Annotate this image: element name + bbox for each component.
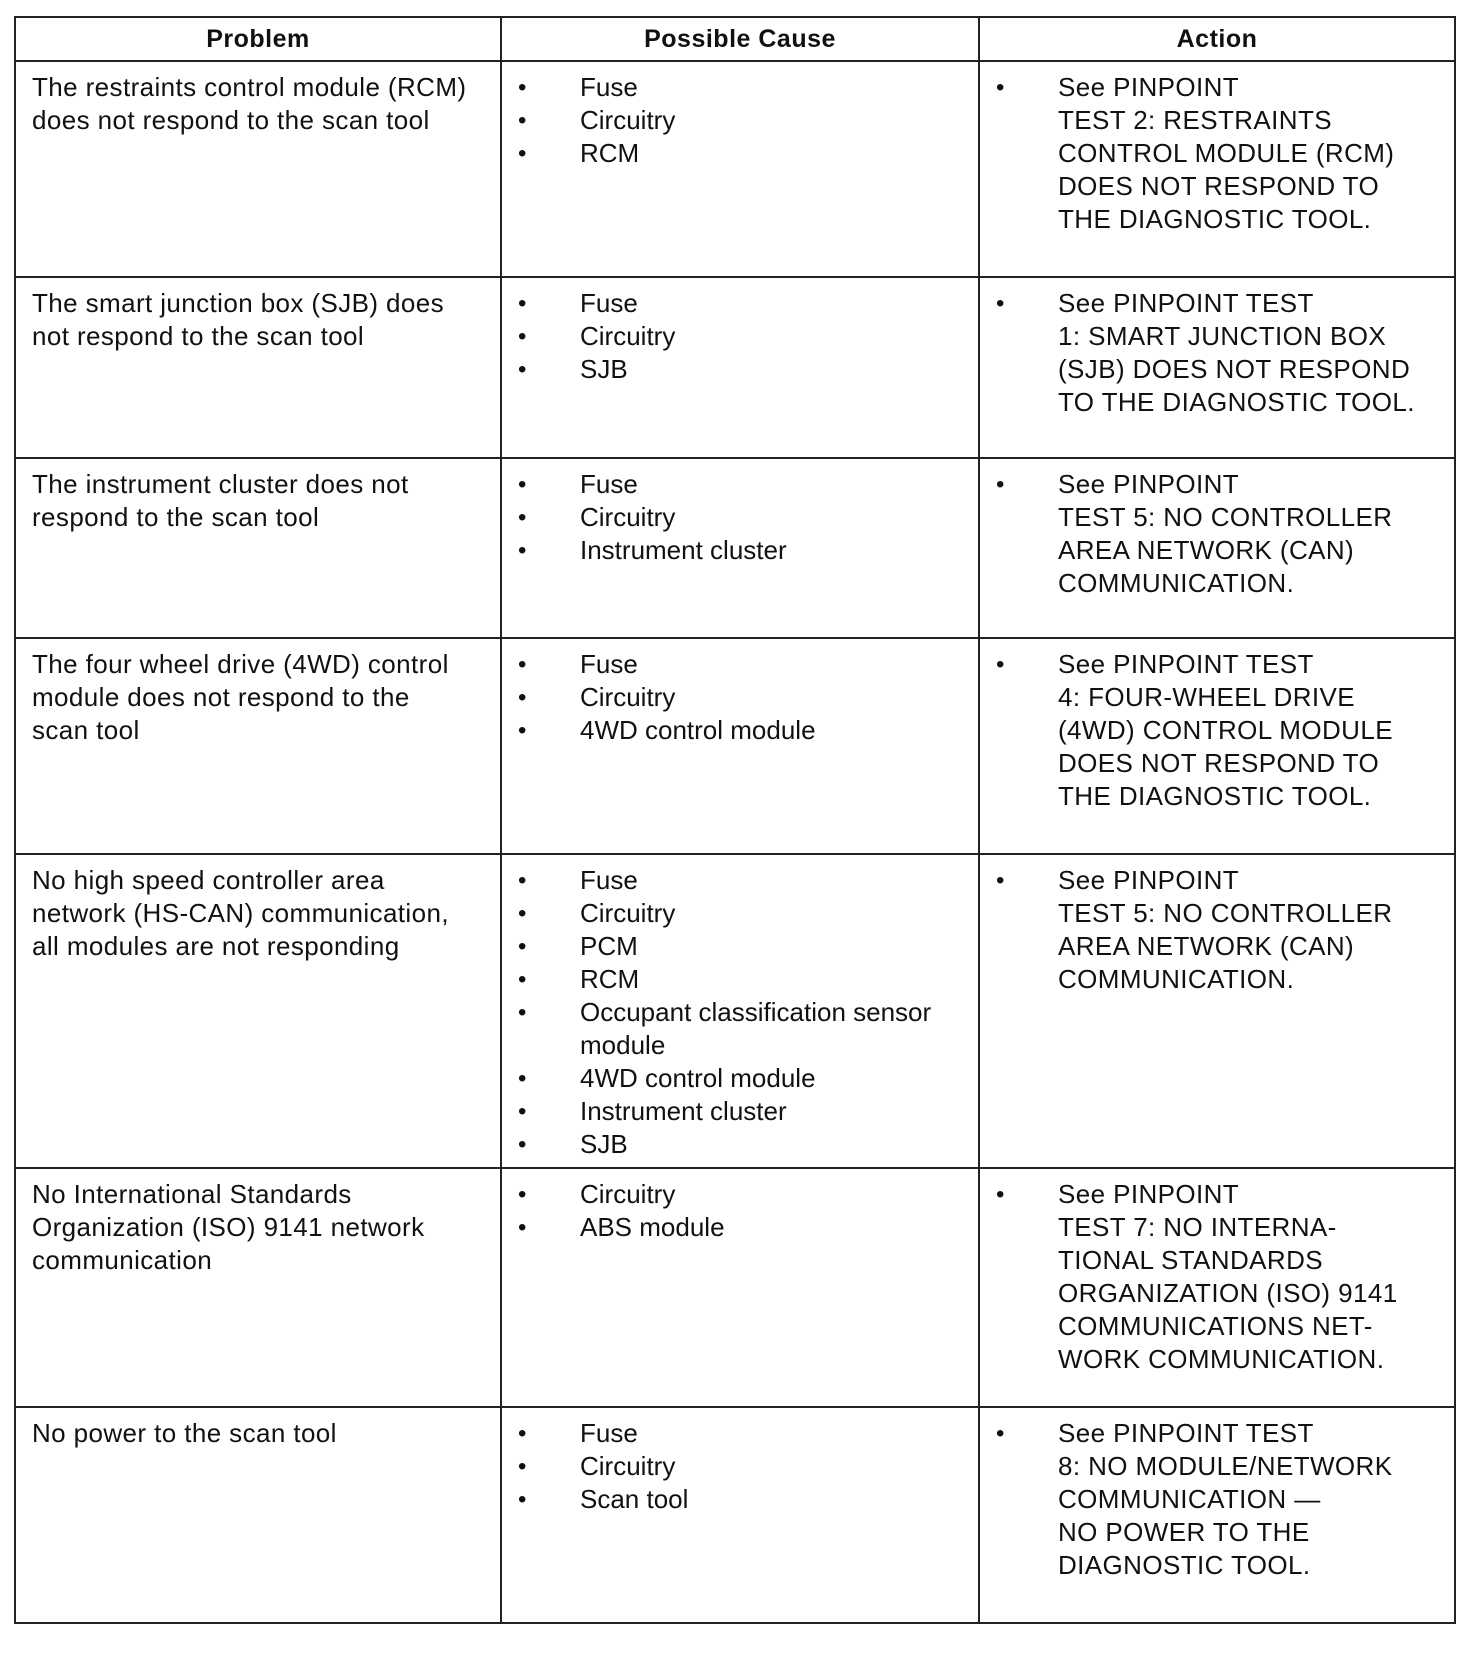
problem-column-header: Problem: [15, 17, 501, 61]
pinpoint-test-reference: [994, 1417, 1442, 1582]
cause-list-item: • Circuitry: [516, 501, 966, 534]
action-text-line: • See PINPOINT: [1058, 1179, 1240, 1209]
action-text-line: AREA NETWORK (CAN): [1058, 535, 1355, 565]
problem-text-line: module does not respond to the: [32, 682, 410, 712]
action-text-line: COMMUNICATIONS NET-: [1058, 1311, 1373, 1341]
action-text-line: WORK COMMUNICATION.: [1058, 1344, 1385, 1374]
cause-list-item: • RCM: [516, 963, 966, 996]
cause-list-item: • SJB: [516, 353, 966, 386]
action-cell: [979, 638, 1455, 854]
table-row: [15, 638, 1455, 854]
possible-cause-cell: [501, 458, 979, 638]
problem-cell: [15, 458, 501, 638]
table-row: [15, 458, 1455, 638]
cause-list-item: • Circuitry: [516, 320, 966, 353]
cause-list: [516, 648, 966, 747]
action-text-line: COMMUNICATION.: [1058, 964, 1295, 994]
possible-cause-cell: [501, 61, 979, 277]
action-text-line: NO POWER TO THE: [1058, 1517, 1310, 1547]
action-text-line: • See PINPOINT: [1058, 72, 1240, 102]
cause-list-item: • Scan tool: [516, 1483, 966, 1516]
action-column-header: Action: [979, 17, 1455, 61]
cause-list-item: • Circuitry: [516, 104, 966, 137]
action-text-line: TEST 7: NO INTERNA-: [1058, 1212, 1337, 1242]
possible-cause-cell: [501, 1407, 979, 1623]
table-row: [15, 61, 1455, 277]
problem-cell: [15, 854, 501, 1168]
cause-list-item: • 4WD control module: [516, 1062, 966, 1095]
cause-column-header: Possible Cause: [501, 17, 979, 61]
action-text-line: TEST 5: NO CONTROLLER: [1058, 502, 1393, 532]
table-row: [15, 277, 1455, 458]
problem-text-line: all modules are not responding: [32, 931, 400, 961]
cause-list-item: • Fuse: [516, 864, 966, 897]
possible-cause-cell: [501, 854, 979, 1168]
action-text-line: AREA NETWORK (CAN): [1058, 931, 1355, 961]
action-cell: [979, 277, 1455, 458]
action-text-line: ORGANIZATION (ISO) 9141: [1058, 1278, 1398, 1308]
diagnostic-table-page: [14, 16, 1456, 1624]
cause-list: [516, 1178, 966, 1244]
cause-list-item: • ABS module: [516, 1211, 966, 1244]
problem-text-line: network (HS-CAN) communication,: [32, 898, 449, 928]
problem-text-line: The smart junction box (SJB) does: [32, 288, 445, 318]
problem-text-line: No high speed controller area: [32, 865, 385, 895]
action-text-line: TEST 2: RESTRAINTS: [1058, 105, 1332, 135]
action-cell: [979, 854, 1455, 1168]
cause-list-item: • Fuse: [516, 287, 966, 320]
cause-list: [516, 1417, 966, 1516]
possible-cause-cell: [501, 1168, 979, 1407]
action-text-line: TO THE DIAGNOSTIC TOOL.: [1058, 387, 1415, 417]
cause-list-item: • Fuse: [516, 71, 966, 104]
pinpoint-test-reference: [994, 287, 1442, 419]
cause-list-item: • RCM: [516, 137, 966, 170]
table-row: [15, 854, 1455, 1168]
pinpoint-test-reference: [994, 1178, 1442, 1376]
cause-list: [516, 71, 966, 170]
problem-text-line: The restraints control module (RCM): [32, 72, 467, 102]
action-cell: [979, 1168, 1455, 1407]
action-text-line: THE DIAGNOSTIC TOOL.: [1058, 204, 1372, 234]
problem-text-line: communication: [32, 1245, 213, 1275]
pinpoint-test-reference: [994, 864, 1442, 996]
action-text-line: 8: NO MODULE/NETWORK: [1058, 1451, 1393, 1481]
problem-cell: [15, 1407, 501, 1623]
problem-text-line: not respond to the scan tool: [32, 321, 365, 351]
action-text-line: CONTROL MODULE (RCM): [1058, 138, 1395, 168]
action-text-line: 1: SMART JUNCTION BOX: [1058, 321, 1387, 351]
possible-cause-cell: [501, 277, 979, 458]
cause-list-item: • Circuitry: [516, 897, 966, 930]
cause-list-item: • Instrument cluster: [516, 1095, 966, 1128]
cause-list-item: • PCM: [516, 930, 966, 963]
action-text-line: TEST 5: NO CONTROLLER: [1058, 898, 1393, 928]
cause-list-item: • 4WD control module: [516, 714, 966, 747]
cause-list-item: • Fuse: [516, 468, 966, 501]
problem-text-line: The four wheel drive (4WD) control: [32, 649, 449, 679]
cause-list-item: • Fuse: [516, 648, 966, 681]
cause-list-item: • Circuitry: [516, 1178, 966, 1211]
cause-list-item: • Circuitry: [516, 1450, 966, 1483]
action-text-line: 4: FOUR-WHEEL DRIVE: [1058, 682, 1356, 712]
action-cell: [979, 61, 1455, 277]
action-text-line: • See PINPOINT TEST: [1058, 1418, 1314, 1448]
cause-list-item: • Instrument cluster: [516, 534, 966, 567]
problem-text-line: respond to the scan tool: [32, 502, 320, 532]
symptom-chart-table: [14, 16, 1456, 1624]
problem-text-line: Organization (ISO) 9141 network: [32, 1212, 425, 1242]
action-text-line: DIAGNOSTIC TOOL.: [1058, 1550, 1311, 1580]
table-body: [15, 61, 1455, 1623]
cause-list-item: • Circuitry: [516, 681, 966, 714]
action-text-line: THE DIAGNOSTIC TOOL.: [1058, 781, 1372, 811]
header-row: [15, 17, 1455, 61]
action-cell: [979, 1407, 1455, 1623]
problem-cell: [15, 277, 501, 458]
cause-list: [516, 864, 966, 1161]
cause-list-item: • SJB: [516, 1128, 966, 1161]
pinpoint-test-reference: [994, 71, 1442, 236]
action-text-line: • See PINPOINT TEST: [1058, 288, 1314, 318]
cause-list-item: • Fuse: [516, 1417, 966, 1450]
problem-text-line: does not respond to the scan tool: [32, 105, 430, 135]
action-text-line: COMMUNICATION.: [1058, 568, 1295, 598]
problem-cell: [15, 1168, 501, 1407]
action-cell: [979, 458, 1455, 638]
pinpoint-test-reference: [994, 648, 1442, 813]
action-text-line: DOES NOT RESPOND TO: [1058, 171, 1380, 201]
action-text-line: TIONAL STANDARDS: [1058, 1245, 1323, 1275]
action-text-line: • See PINPOINT: [1058, 865, 1240, 895]
cause-list: [516, 468, 966, 567]
action-text-line: (SJB) DOES NOT RESPOND: [1058, 354, 1411, 384]
action-text-line: • See PINPOINT: [1058, 469, 1240, 499]
pinpoint-test-reference: [994, 468, 1442, 600]
action-text-line: DOES NOT RESPOND TO: [1058, 748, 1380, 778]
problem-text-line: scan tool: [32, 715, 140, 745]
problem-text-line: No International Standards: [32, 1179, 352, 1209]
problem-text-line: No power to the scan tool: [32, 1418, 337, 1448]
action-text-line: (4WD) CONTROL MODULE: [1058, 715, 1393, 745]
possible-cause-cell: [501, 638, 979, 854]
cause-list-item: • Occupant classification sensor module: [516, 996, 966, 1062]
table-row: [15, 1407, 1455, 1623]
problem-cell: [15, 638, 501, 854]
cause-list: [516, 287, 966, 386]
action-text-line: • See PINPOINT TEST: [1058, 649, 1314, 679]
action-text-line: COMMUNICATION —: [1058, 1484, 1321, 1514]
problem-cell: [15, 61, 501, 277]
problem-text-line: The instrument cluster does not: [32, 469, 409, 499]
table-row: [15, 1168, 1455, 1407]
